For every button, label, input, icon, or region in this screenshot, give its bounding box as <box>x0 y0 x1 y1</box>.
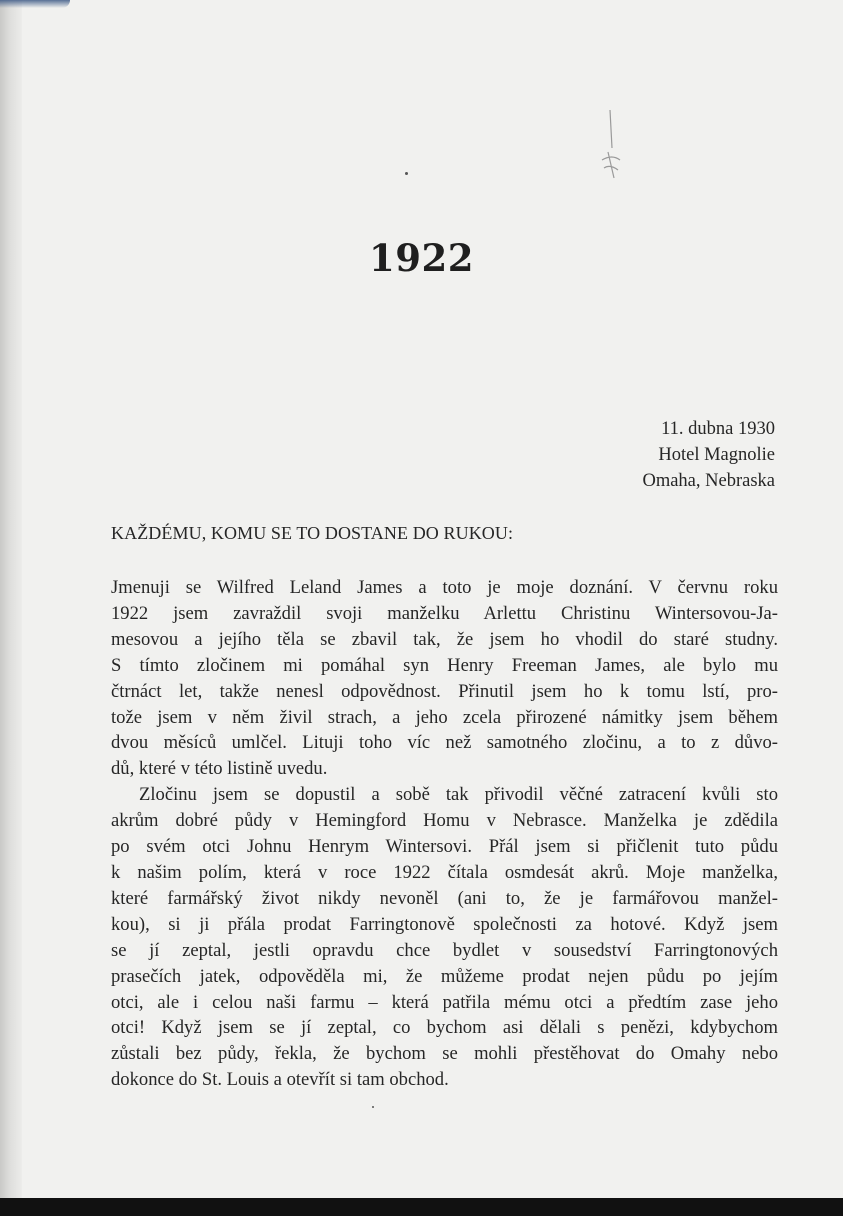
body-text <box>111 575 778 1093</box>
dateline-date: 11. dubna 1930 <box>661 419 775 439</box>
ink-speck <box>372 1106 374 1108</box>
text-line: otci! Když jsem se jí zeptal, co bychom asi dělali s penězi, kdybychom <box>111 1017 778 1039</box>
text-line: se jí zeptal, jestli opravdu chce bydlet v sousedství Farringtonových <box>111 939 778 961</box>
text-line: které farmářský život nikdy nevoněl (ani to, že je farmářovou manžel- <box>111 887 778 909</box>
corner-mark <box>0 0 70 8</box>
text-line: mesovou a jejího těla se zbavil tak, že jsem ho vhodil do staré studny. <box>111 628 778 650</box>
text-line: tože jsem v něm živil strach, a jeho zcela přirozené námitky jsem během <box>111 706 778 728</box>
text-line: S tímto zločinem mi pomáhal syn Henry Freeman James, ale bylo mu <box>111 654 778 676</box>
ink-speck <box>405 172 408 175</box>
dateline-city: Omaha, Nebraska <box>642 471 775 491</box>
dateline-place: Hotel Magnolie <box>658 445 775 465</box>
salutation: KAŽDÉMU, KOMU SE TO DOSTANE DO RUKOU: <box>111 523 514 543</box>
text-line: kou), si ji přála prodat Farringtonově společnosti za hotové. Když jsem <box>111 913 778 935</box>
text-line: zůstali bez půdy, řekla, že bychom se mohli přestěhovat do Omahy nebo <box>111 1043 778 1065</box>
chapter-title: 1922 <box>369 236 474 280</box>
text-line: Zločinu jsem se dopustil a sobě tak přivodil věčné zatracení kvůli sto <box>139 784 778 806</box>
page-gutter <box>0 0 22 1198</box>
text-line: prasečích jatek, odpověděla mi, že můžeme prodat nejen půdu po jejím <box>111 965 778 987</box>
text-line: po svém otci Johnu Henrym Wintersovi. Přál jsem si přičlenit tuto půdu <box>111 836 778 858</box>
text-line: dů, které v této listině uvedu. <box>111 758 328 780</box>
text-line: dvou měsíců umlčel. Lituji toho víc než samotného zločinu, a to z důvo- <box>111 732 778 754</box>
text-line: k našim polím, která v roce 1922 čítala osmdesát akrů. Moje manželka, <box>111 861 778 883</box>
scan-edge <box>0 1198 843 1216</box>
text-line: Jmenuji se Wilfred Leland James a toto je moje doznání. V červnu roku <box>111 577 778 598</box>
pencil-mark <box>590 108 630 198</box>
dateline <box>642 416 775 494</box>
text-line: 1922 jsem zavraždil svoji manželku Arlettu Christinu Wintersovou-Ja- <box>111 602 778 624</box>
text-line: otci, ale i celou naši farmu – která patřila mému otci a předtím zase jeho <box>111 991 778 1013</box>
text-line: akrům dobré půdy v Hemingford Homu v Nebrasce. Manželka je zdědila <box>111 810 778 832</box>
text-line: čtrnáct let, takže nenesl odpovědnost. Přinutil jsem ho k tomu lstí, pro- <box>111 680 778 702</box>
text-line: dokonce do St. Louis a otevřít si tam obchod. <box>111 1069 449 1091</box>
